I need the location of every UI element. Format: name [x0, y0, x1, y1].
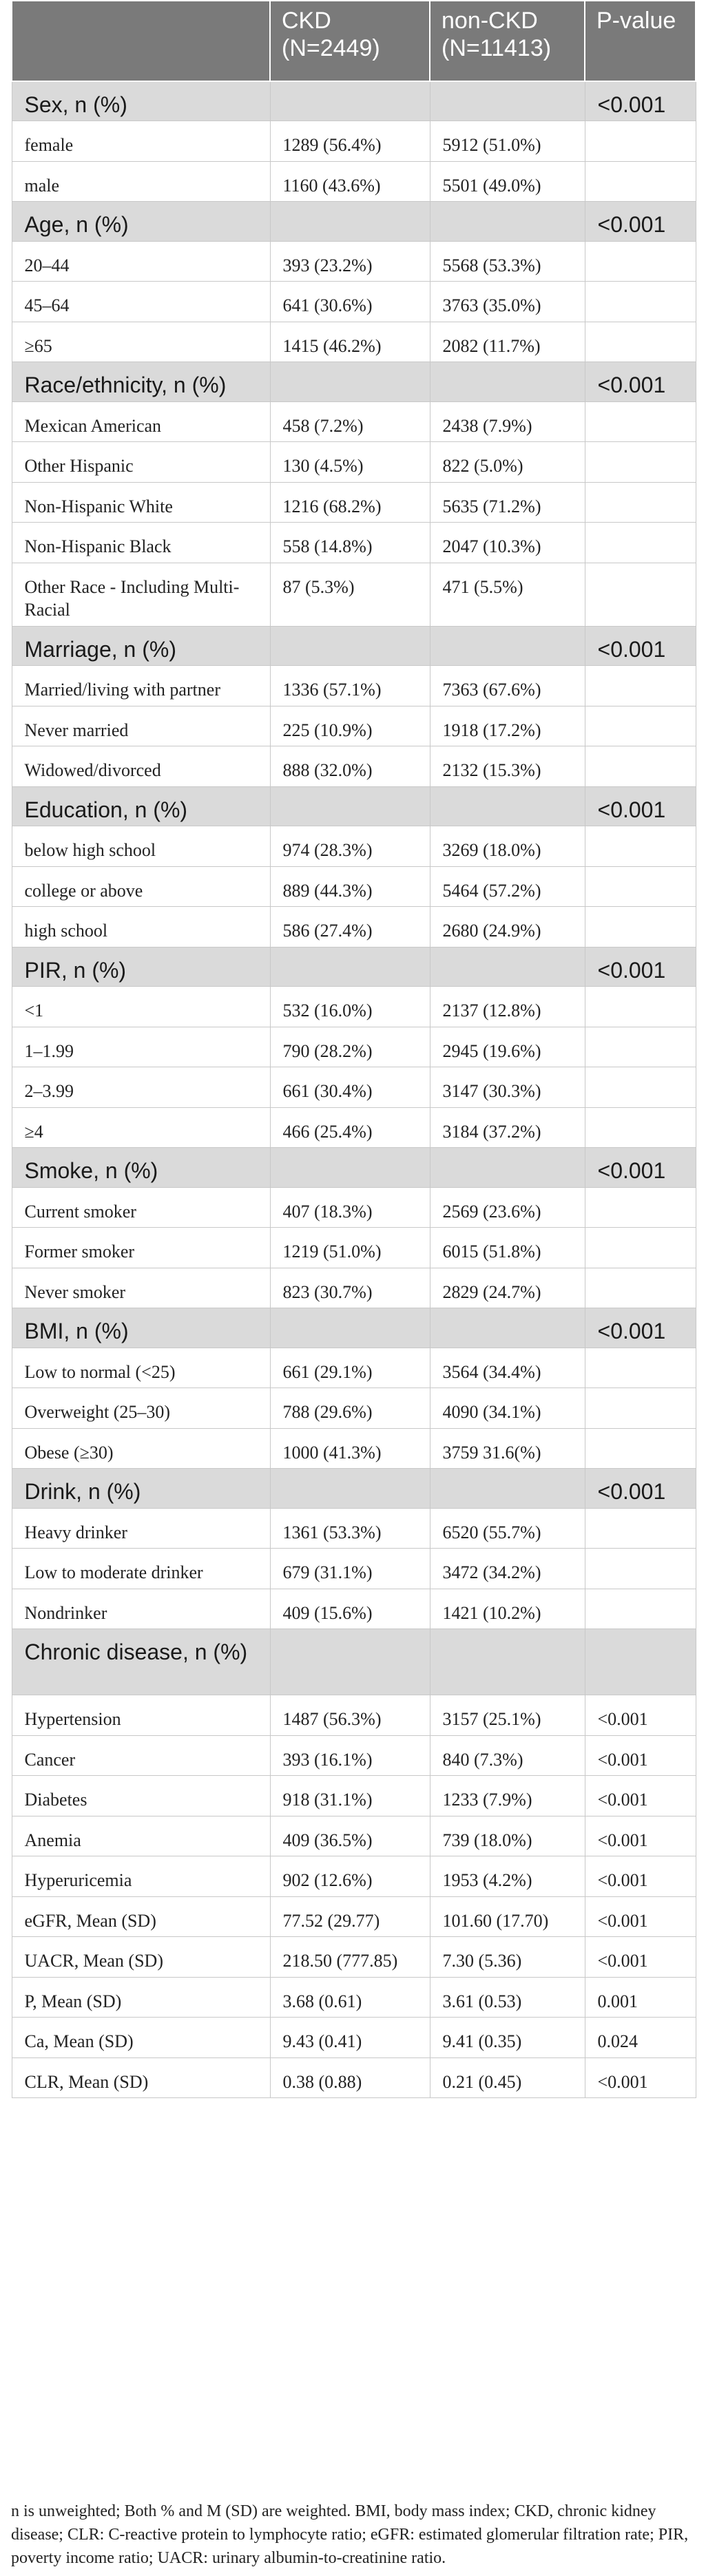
section-label: Sex, n (%)	[12, 81, 270, 121]
header-p-value: P-value	[585, 1, 696, 81]
header-non-ckd: non-CKD (N=11413)	[430, 1, 585, 81]
row-non-ckd-value: 1953 (4.2%)	[430, 1856, 585, 1897]
row-label: male	[12, 161, 270, 202]
row-non-ckd-value: 2569 (23.6%)	[430, 1187, 585, 1228]
section-label: Race/ethnicity, n (%)	[12, 362, 270, 402]
row-p-value	[585, 666, 696, 706]
row-label: high school	[12, 907, 270, 947]
row-label: ≥65	[12, 322, 270, 362]
section-non-ckd	[430, 202, 585, 242]
row-non-ckd-value: 3763 (35.0%)	[430, 282, 585, 322]
row-p-value	[585, 282, 696, 322]
row-ckd-value: 393 (16.1%)	[270, 1735, 430, 1776]
row-ckd-value: 458 (7.2%)	[270, 401, 430, 442]
row-p-value	[585, 523, 696, 563]
row-label: Diabetes	[12, 1776, 270, 1816]
row-label: UACR, Mean (SD)	[12, 1937, 270, 1978]
section-row	[12, 1469, 696, 1509]
row-p-value	[585, 706, 696, 746]
section-label: Chronic disease, n (%)	[12, 1629, 270, 1695]
row-non-ckd-value: 2829 (24.7%)	[430, 1268, 585, 1308]
row-ckd-value: 1415 (46.2%)	[270, 322, 430, 362]
table-row	[12, 1428, 696, 1469]
section-ckd	[270, 202, 430, 242]
section-non-ckd	[430, 81, 585, 121]
row-non-ckd-value: 6520 (55.7%)	[430, 1508, 585, 1549]
table-row	[12, 1695, 696, 1736]
row-label: Widowed/divorced	[12, 746, 270, 787]
row-p-value	[585, 563, 696, 626]
row-p-value	[585, 746, 696, 787]
row-ckd-value: 409 (36.5%)	[270, 1816, 430, 1856]
section-ckd	[270, 1469, 430, 1509]
section-label: Education, n (%)	[12, 786, 270, 826]
row-p-value: <0.001	[585, 1695, 696, 1736]
row-p-value	[585, 1268, 696, 1308]
row-ckd-value: 974 (28.3%)	[270, 826, 430, 867]
row-non-ckd-value: 5501 (49.0%)	[430, 161, 585, 202]
section-label: Smoke, n (%)	[12, 1148, 270, 1188]
row-non-ckd-value: 3472 (34.2%)	[430, 1549, 585, 1589]
row-label: ≥4	[12, 1107, 270, 1148]
section-ckd	[270, 947, 430, 987]
section-p-value: <0.001	[585, 1148, 696, 1188]
row-ckd-value: 218.50 (777.85)	[270, 1937, 430, 1978]
row-ckd-value: 586 (27.4%)	[270, 907, 430, 947]
row-ckd-value: 466 (25.4%)	[270, 1107, 430, 1148]
table-row	[12, 1268, 696, 1308]
header-ckd: CKD (N=2449)	[270, 1, 430, 81]
row-non-ckd-value: 2438 (7.9%)	[430, 401, 585, 442]
row-ckd-value: 532 (16.0%)	[270, 987, 430, 1027]
table-row	[12, 1107, 696, 1148]
row-non-ckd-value: 1421 (10.2%)	[430, 1589, 585, 1629]
table-row	[12, 401, 696, 442]
row-label: Ca, Mean (SD)	[12, 2018, 270, 2058]
row-p-value: <0.001	[585, 1735, 696, 1776]
table-row	[12, 1187, 696, 1228]
table-row	[12, 1735, 696, 1776]
table-footnote: n is unweighted; Both % and M (SD) are weighted. BMI, body mass index; CKD, chronic kidney disease; CLR: C-reactive protein to lymphocyte ratio; eGFR: estimated glomerular filtration rate; PIR, poverty income ratio; UACR: urinary albumin-to-creatinine ratio.	[11, 2502, 689, 2567]
table-row	[12, 1937, 696, 1978]
row-label: female	[12, 121, 270, 162]
section-row	[12, 1148, 696, 1188]
row-label: Anemia	[12, 1816, 270, 1856]
section-non-ckd	[430, 1469, 585, 1509]
row-ckd-value: 225 (10.9%)	[270, 706, 430, 746]
section-non-ckd	[430, 786, 585, 826]
row-label: Cancer	[12, 1735, 270, 1776]
row-label: Non-Hispanic Black	[12, 523, 270, 563]
row-ckd-value: 661 (29.1%)	[270, 1348, 430, 1388]
row-ckd-value: 3.68 (0.61)	[270, 1977, 430, 2018]
table-row	[12, 1228, 696, 1268]
section-ckd	[270, 362, 430, 402]
table-row	[12, 866, 696, 907]
row-p-value	[585, 826, 696, 867]
row-ckd-value: 679 (31.1%)	[270, 1549, 430, 1589]
row-ckd-value: 409 (15.6%)	[270, 1589, 430, 1629]
table-row	[12, 282, 696, 322]
row-non-ckd-value: 7.30 (5.36)	[430, 1937, 585, 1978]
table-row	[12, 1549, 696, 1589]
row-ckd-value: 888 (32.0%)	[270, 746, 430, 787]
row-p-value: <0.001	[585, 2057, 696, 2098]
row-p-value	[585, 121, 696, 162]
table-row	[12, 121, 696, 162]
row-ckd-value: 9.43 (0.41)	[270, 2018, 430, 2058]
section-p-value: <0.001	[585, 786, 696, 826]
table-row	[12, 1776, 696, 1816]
table-row	[12, 1896, 696, 1937]
row-label: Never married	[12, 706, 270, 746]
row-non-ckd-value: 3157 (25.1%)	[430, 1695, 585, 1736]
section-p-value: <0.001	[585, 362, 696, 402]
row-label: Non-Hispanic White	[12, 482, 270, 523]
row-label: college or above	[12, 866, 270, 907]
row-non-ckd-value: 5912 (51.0%)	[430, 121, 585, 162]
row-non-ckd-value: 3184 (37.2%)	[430, 1107, 585, 1148]
row-ckd-value: 130 (4.5%)	[270, 442, 430, 483]
table-container	[11, 0, 695, 2098]
row-p-value: <0.001	[585, 1776, 696, 1816]
row-p-value	[585, 1187, 696, 1228]
section-p-value: <0.001	[585, 1308, 696, 1348]
section-label: BMI, n (%)	[12, 1308, 270, 1348]
row-non-ckd-value: 2047 (10.3%)	[430, 523, 585, 563]
row-p-value	[585, 1589, 696, 1629]
table-row	[12, 241, 696, 282]
table-body	[12, 81, 696, 2098]
table-row	[12, 482, 696, 523]
row-non-ckd-value: 840 (7.3%)	[430, 1735, 585, 1776]
table-row	[12, 161, 696, 202]
section-non-ckd	[430, 1148, 585, 1188]
row-p-value: 0.024	[585, 2018, 696, 2058]
section-row	[12, 786, 696, 826]
row-label: Never smoker	[12, 1268, 270, 1308]
table-row	[12, 987, 696, 1027]
table-row	[12, 1027, 696, 1067]
row-non-ckd-value: 2680 (24.9%)	[430, 907, 585, 947]
row-non-ckd-value: 5568 (53.3%)	[430, 241, 585, 282]
row-label: 2–3.99	[12, 1067, 270, 1108]
section-row	[12, 1629, 696, 1695]
section-label: Drink, n (%)	[12, 1469, 270, 1509]
row-p-value	[585, 1508, 696, 1549]
section-ckd	[270, 1629, 430, 1695]
row-non-ckd-value: 3269 (18.0%)	[430, 826, 585, 867]
header-row	[12, 1, 696, 81]
section-non-ckd	[430, 1308, 585, 1348]
section-p-value	[585, 1629, 696, 1695]
section-label: Age, n (%)	[12, 202, 270, 242]
row-p-value: <0.001	[585, 1816, 696, 1856]
row-p-value	[585, 907, 696, 947]
row-p-value	[585, 1027, 696, 1067]
table-row	[12, 1348, 696, 1388]
row-non-ckd-value: 5464 (57.2%)	[430, 866, 585, 907]
row-label: Hypertension	[12, 1695, 270, 1736]
row-ckd-value: 823 (30.7%)	[270, 1268, 430, 1308]
table-row	[12, 706, 696, 746]
section-row	[12, 1308, 696, 1348]
row-non-ckd-value: 3147 (30.3%)	[430, 1067, 585, 1108]
row-non-ckd-value: 101.60 (17.70)	[430, 1896, 585, 1937]
row-label: eGFR, Mean (SD)	[12, 1896, 270, 1937]
row-label: Low to normal (<25)	[12, 1348, 270, 1388]
table-row	[12, 563, 696, 626]
row-ckd-value: 87 (5.3%)	[270, 563, 430, 626]
table-row	[12, 826, 696, 867]
row-label: 45–64	[12, 282, 270, 322]
row-ckd-value: 0.38 (0.88)	[270, 2057, 430, 2098]
table-row	[12, 2057, 696, 2098]
row-p-value	[585, 1228, 696, 1268]
row-non-ckd-value: 2945 (19.6%)	[430, 1027, 585, 1067]
row-label: 20–44	[12, 241, 270, 282]
table-row	[12, 666, 696, 706]
row-p-value	[585, 866, 696, 907]
row-label: Overweight (25–30)	[12, 1388, 270, 1429]
row-p-value	[585, 1388, 696, 1429]
section-non-ckd	[430, 947, 585, 987]
row-ckd-value: 1000 (41.3%)	[270, 1428, 430, 1469]
row-label: Obese (≥30)	[12, 1428, 270, 1469]
row-p-value	[585, 442, 696, 483]
row-non-ckd-value: 471 (5.5%)	[430, 563, 585, 626]
row-non-ckd-value: 3759 31.6(%)	[430, 1428, 585, 1469]
row-label: <1	[12, 987, 270, 1027]
table-row	[12, 2018, 696, 2058]
row-label: Other Race - Including Multi-Racial	[12, 563, 270, 626]
row-ckd-value: 1289 (56.4%)	[270, 121, 430, 162]
row-ckd-value: 661 (30.4%)	[270, 1067, 430, 1108]
row-label: CLR, Mean (SD)	[12, 2057, 270, 2098]
row-p-value	[585, 1067, 696, 1108]
row-ckd-value: 77.52 (29.77)	[270, 1896, 430, 1937]
row-non-ckd-value: 5635 (71.2%)	[430, 482, 585, 523]
row-ckd-value: 1216 (68.2%)	[270, 482, 430, 523]
row-label: P, Mean (SD)	[12, 1977, 270, 2018]
row-non-ckd-value: 6015 (51.8%)	[430, 1228, 585, 1268]
row-p-value	[585, 1549, 696, 1589]
row-p-value: 0.001	[585, 1977, 696, 2018]
row-label: Hyperuricemia	[12, 1856, 270, 1897]
row-label: Married/living with partner	[12, 666, 270, 706]
row-p-value	[585, 161, 696, 202]
row-p-value	[585, 322, 696, 362]
row-ckd-value: 1361 (53.3%)	[270, 1508, 430, 1549]
section-p-value: <0.001	[585, 202, 696, 242]
table-row	[12, 1388, 696, 1429]
table-row	[12, 523, 696, 563]
row-non-ckd-value: 1233 (7.9%)	[430, 1776, 585, 1816]
row-ckd-value: 788 (29.6%)	[270, 1388, 430, 1429]
row-ckd-value: 902 (12.6%)	[270, 1856, 430, 1897]
row-non-ckd-value: 822 (5.0%)	[430, 442, 585, 483]
row-p-value	[585, 987, 696, 1027]
section-ckd	[270, 1148, 430, 1188]
row-p-value	[585, 1428, 696, 1469]
row-ckd-value: 558 (14.8%)	[270, 523, 430, 563]
table-row	[12, 322, 696, 362]
table-row	[12, 1508, 696, 1549]
row-non-ckd-value: 0.21 (0.45)	[430, 2057, 585, 2098]
row-ckd-value: 1487 (56.3%)	[270, 1695, 430, 1736]
row-non-ckd-value: 2132 (15.3%)	[430, 746, 585, 787]
table-row	[12, 1589, 696, 1629]
row-p-value: <0.001	[585, 1937, 696, 1978]
section-p-value: <0.001	[585, 81, 696, 121]
row-p-value	[585, 1107, 696, 1148]
row-label: Former smoker	[12, 1228, 270, 1268]
row-non-ckd-value: 7363 (67.6%)	[430, 666, 585, 706]
row-label: Mexican American	[12, 401, 270, 442]
row-label: Heavy drinker	[12, 1508, 270, 1549]
row-label: Current smoker	[12, 1187, 270, 1228]
row-ckd-value: 393 (23.2%)	[270, 241, 430, 282]
table-row	[12, 1977, 696, 2018]
row-non-ckd-value: 4090 (34.1%)	[430, 1388, 585, 1429]
row-p-value: <0.001	[585, 1896, 696, 1937]
row-label: Other Hispanic	[12, 442, 270, 483]
section-p-value: <0.001	[585, 947, 696, 987]
row-ckd-value: 641 (30.6%)	[270, 282, 430, 322]
row-ckd-value: 918 (31.1%)	[270, 1776, 430, 1816]
row-non-ckd-value: 2137 (12.8%)	[430, 987, 585, 1027]
row-ckd-value: 1336 (57.1%)	[270, 666, 430, 706]
section-non-ckd	[430, 626, 585, 666]
row-non-ckd-value: 739 (18.0%)	[430, 1816, 585, 1856]
section-non-ckd	[430, 362, 585, 402]
section-row	[12, 947, 696, 987]
section-p-value: <0.001	[585, 1469, 696, 1509]
section-ckd	[270, 786, 430, 826]
section-ckd	[270, 81, 430, 121]
row-p-value: <0.001	[585, 1856, 696, 1897]
section-label: Marriage, n (%)	[12, 626, 270, 666]
row-p-value	[585, 241, 696, 282]
section-p-value: <0.001	[585, 626, 696, 666]
table-row	[12, 746, 696, 787]
row-ckd-value: 407 (18.3%)	[270, 1187, 430, 1228]
section-row	[12, 81, 696, 121]
section-row	[12, 202, 696, 242]
table-row	[12, 1816, 696, 1856]
section-non-ckd	[430, 1629, 585, 1695]
row-non-ckd-value: 1918 (17.2%)	[430, 706, 585, 746]
row-ckd-value: 1160 (43.6%)	[270, 161, 430, 202]
section-row	[12, 362, 696, 402]
row-non-ckd-value: 2082 (11.7%)	[430, 322, 585, 362]
row-label: Nondrinker	[12, 1589, 270, 1629]
section-label: PIR, n (%)	[12, 947, 270, 987]
row-p-value	[585, 482, 696, 523]
row-non-ckd-value: 9.41 (0.35)	[430, 2018, 585, 2058]
row-ckd-value: 1219 (51.0%)	[270, 1228, 430, 1268]
row-label: 1–1.99	[12, 1027, 270, 1067]
section-row	[12, 626, 696, 666]
characteristics-table	[11, 0, 696, 2098]
table-row	[12, 1067, 696, 1108]
table-row	[12, 1856, 696, 1897]
row-label: below high school	[12, 826, 270, 867]
row-non-ckd-value: 3564 (34.4%)	[430, 1348, 585, 1388]
table-row	[12, 907, 696, 947]
row-non-ckd-value: 3.61 (0.53)	[430, 1977, 585, 2018]
section-ckd	[270, 1308, 430, 1348]
header-variable	[12, 1, 270, 81]
section-ckd	[270, 626, 430, 666]
row-p-value	[585, 1348, 696, 1388]
row-p-value	[585, 401, 696, 442]
table-row	[12, 442, 696, 483]
row-label: Low to moderate drinker	[12, 1549, 270, 1589]
row-ckd-value: 790 (28.2%)	[270, 1027, 430, 1067]
row-ckd-value: 889 (44.3%)	[270, 866, 430, 907]
